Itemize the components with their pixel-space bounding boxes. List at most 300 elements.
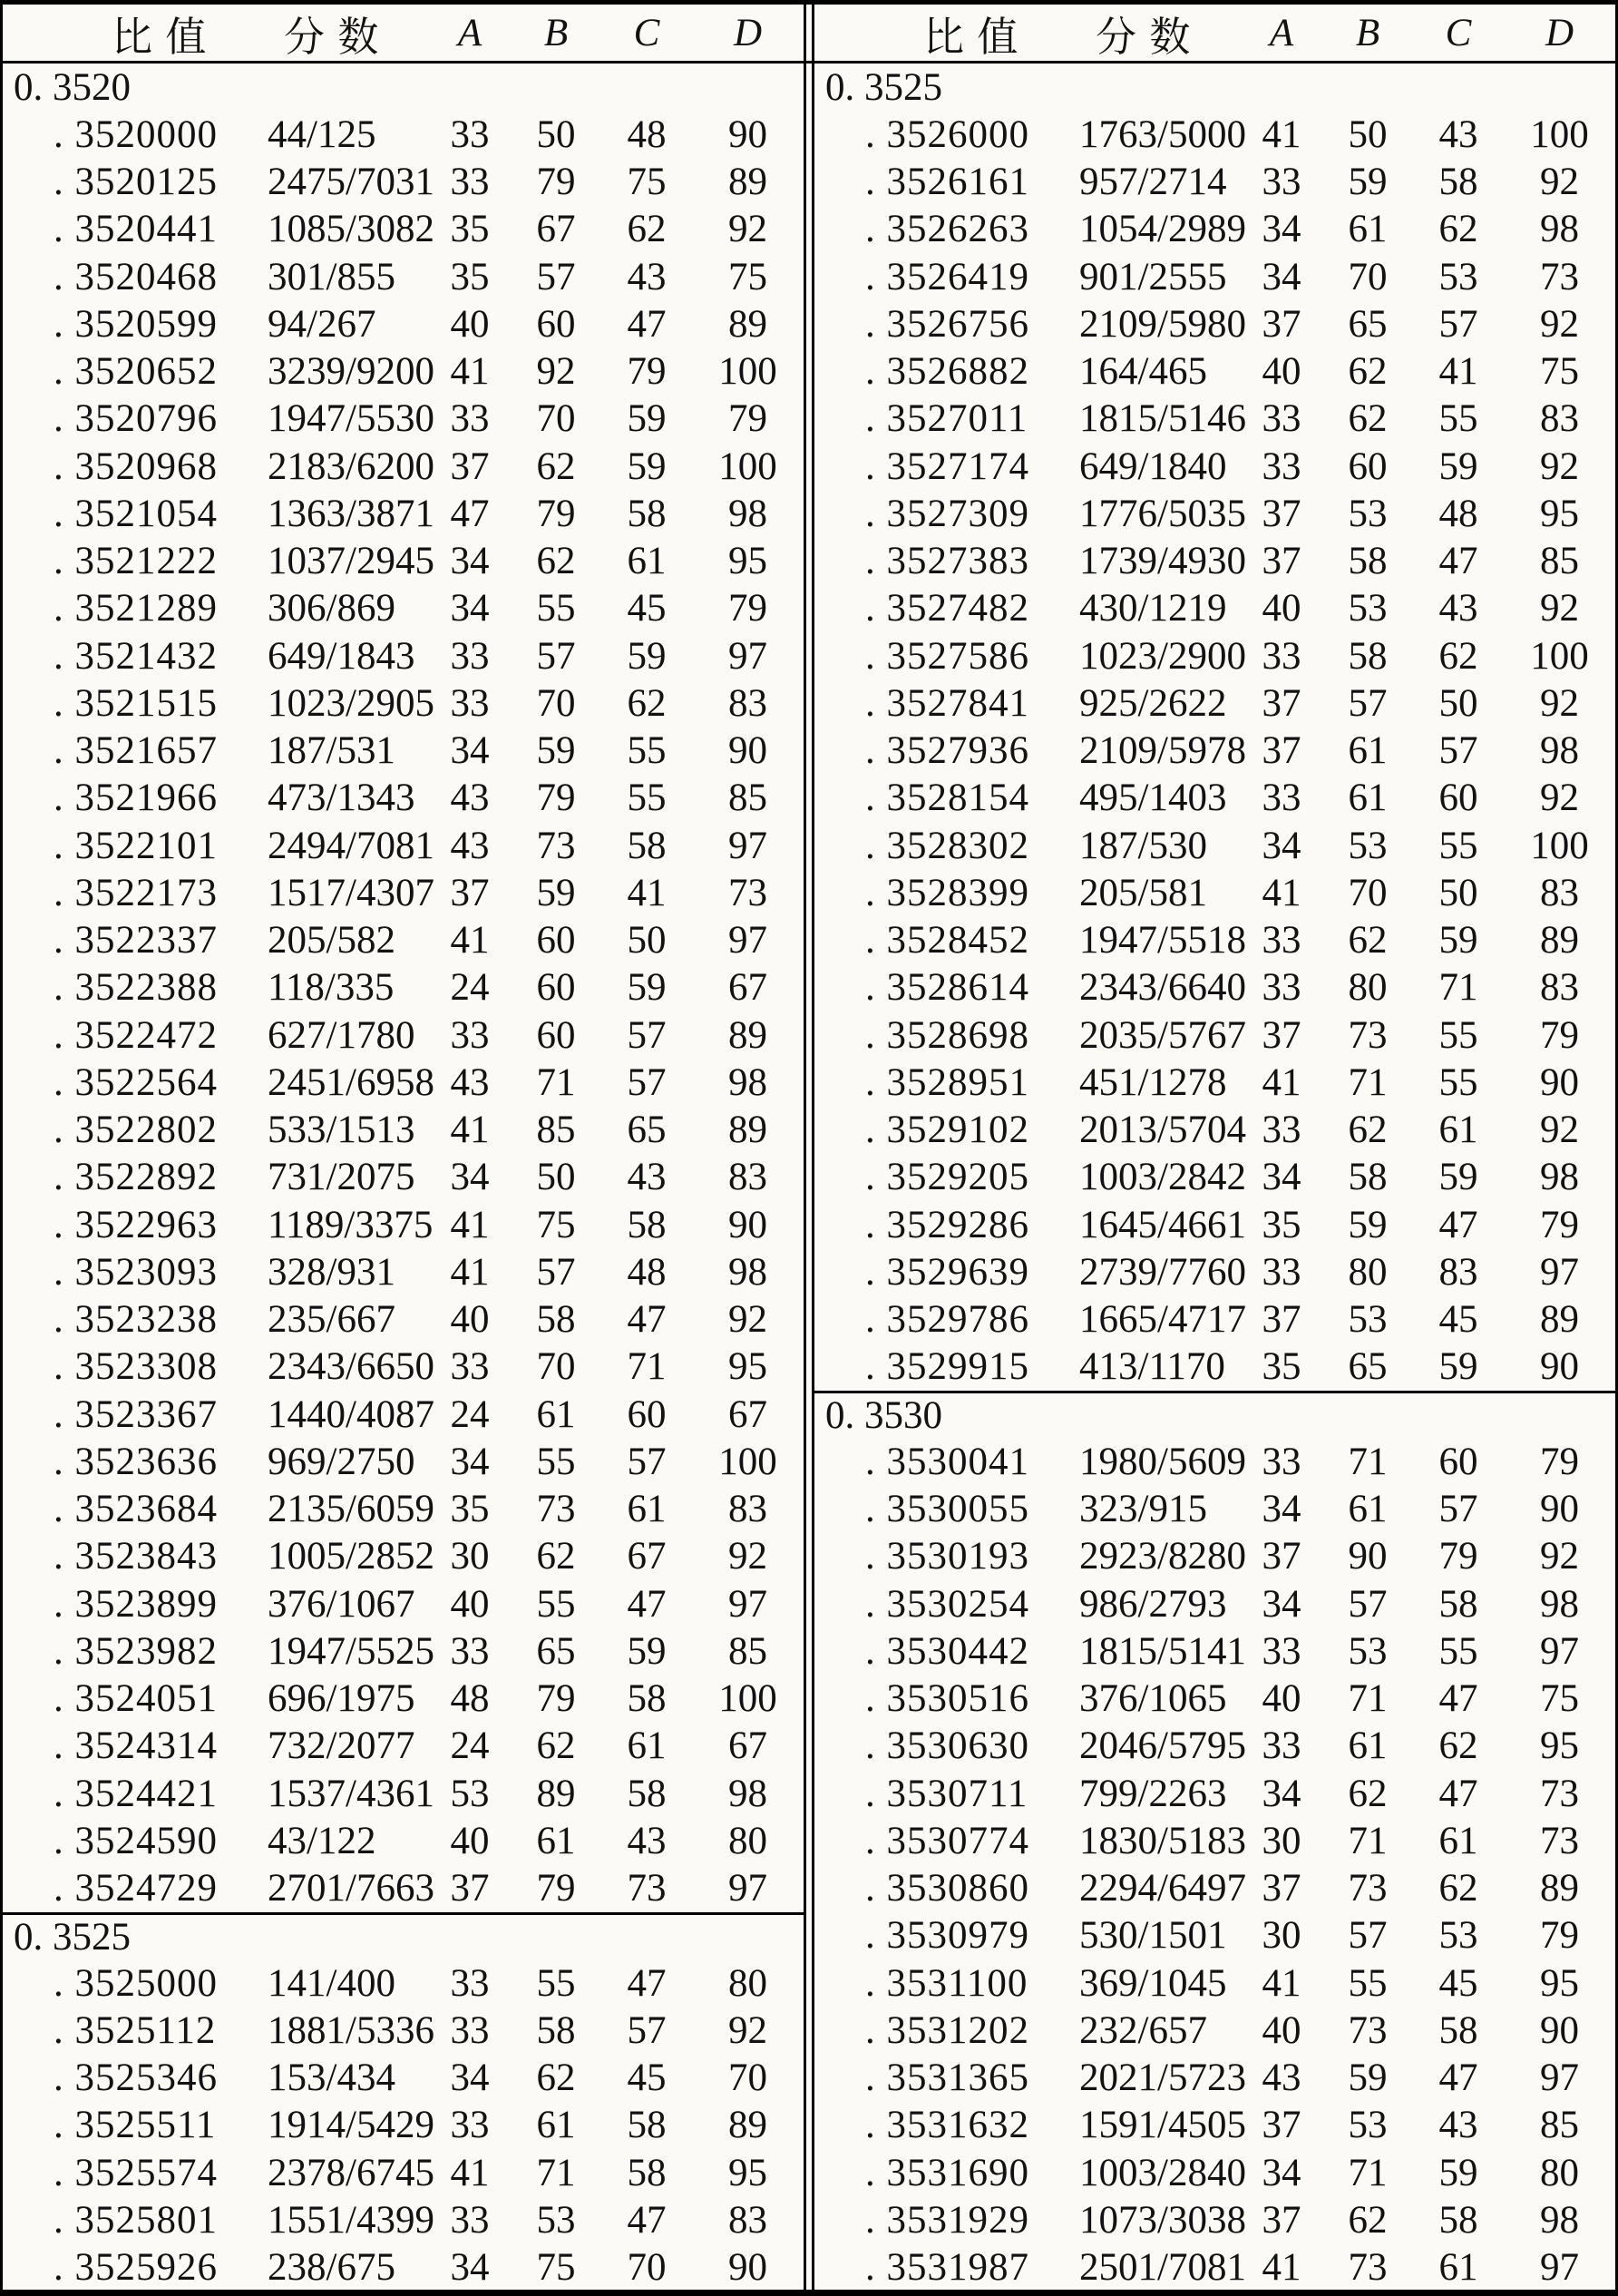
cell-fraction: 2021/5723	[1079, 2057, 1246, 2100]
cell-ratio: . 3528614	[865, 966, 1029, 1010]
table-row	[814, 1770, 1615, 1817]
cell-fraction: 413/1170	[1079, 1345, 1225, 1389]
cell-b: 57	[1348, 1914, 1388, 1958]
table-row	[814, 1676, 1615, 1723]
table-row	[3, 2007, 804, 2054]
cell-c: 45	[1438, 1961, 1478, 2005]
cell-c: 41	[627, 871, 667, 914]
cell-c: 55	[1438, 1629, 1478, 1673]
cell-a: 41	[1262, 2246, 1301, 2290]
cell-a: 41	[1262, 871, 1301, 914]
cell-d: 83	[1540, 871, 1579, 914]
cell-a: 37	[1262, 1535, 1301, 1578]
cell-c: 60	[1438, 1440, 1478, 1483]
cell-b: 62	[1348, 397, 1388, 441]
cell-ratio: . 3526161	[865, 161, 1029, 204]
cell-a: 40	[1262, 350, 1301, 394]
cell-d: 92	[1540, 1109, 1579, 1152]
cell-c: 62	[627, 681, 667, 725]
cell-ratio: . 3526756	[865, 302, 1029, 346]
table-row	[3, 1107, 804, 1154]
cell-fraction: 369/1045	[1079, 1961, 1227, 2005]
table-row	[3, 632, 804, 679]
cell-ratio: . 3529639	[865, 1250, 1029, 1294]
table-row	[814, 2244, 1615, 2291]
cell-c: 58	[627, 1677, 667, 1721]
cell-b: 57	[536, 1250, 576, 1294]
cell-d: 92	[728, 2008, 767, 2052]
table-row	[3, 964, 804, 1011]
cell-d: 80	[1540, 2151, 1579, 2194]
table-row	[814, 964, 1615, 1011]
cell-d: 97	[728, 919, 767, 962]
cell-d: 79	[1540, 1013, 1579, 1057]
cell-c: 50	[627, 919, 667, 962]
cell-fraction: 649/1843	[268, 634, 415, 678]
cell-b: 73	[536, 824, 576, 867]
cell-a: 34	[450, 1156, 490, 1199]
cell-ratio: . 3525000	[54, 1961, 218, 2005]
table-row	[3, 1154, 804, 1201]
cell-ratio: . 3529205	[865, 1156, 1029, 1199]
table-row	[814, 1959, 1615, 2007]
cell-b: 57	[536, 255, 576, 298]
cell-fraction: 1003/2840	[1079, 2151, 1246, 2194]
cell-b: 60	[536, 919, 576, 962]
cell-a: 37	[1262, 1298, 1301, 1342]
cell-d: 92	[1540, 681, 1579, 725]
table-row	[814, 869, 1615, 916]
table-row	[814, 1580, 1615, 1627]
cell-ratio: . 3531690	[865, 2151, 1029, 2194]
cell-d: 85	[1540, 540, 1579, 583]
cell-ratio: . 3528302	[865, 824, 1029, 867]
cell-c: 58	[627, 2151, 667, 2194]
cell-fraction: 901/2555	[1079, 255, 1227, 298]
cell-d: 89	[728, 2104, 767, 2147]
cell-a: 34	[450, 2246, 490, 2290]
cell-a: 35	[450, 1488, 490, 1531]
cell-ratio: . 3523899	[54, 1582, 218, 1626]
cell-b: 55	[536, 1582, 576, 1626]
cell-b: 70	[1348, 255, 1388, 298]
cell-b: 71	[1348, 1819, 1388, 1862]
table-row	[3, 538, 804, 585]
cell-b: 79	[536, 492, 576, 535]
table-row	[814, 585, 1615, 632]
cell-b: 61	[536, 2104, 576, 2147]
cell-b: 55	[1348, 1961, 1388, 2005]
cell-d: 98	[728, 1060, 767, 1104]
cell-a: 37	[1262, 2198, 1301, 2242]
cell-a: 34	[1262, 255, 1301, 298]
header-cell-a: A	[1269, 11, 1294, 54]
cell-c: 55	[1438, 1060, 1478, 1104]
cell-d: 83	[728, 2198, 767, 2242]
cell-d: 97	[728, 1867, 767, 1910]
cell-ratio: . 3520125	[54, 161, 218, 204]
table-row	[3, 396, 804, 443]
cell-d: 97	[1540, 1250, 1579, 1294]
cell-fraction: 2701/7663	[268, 1867, 434, 1910]
table-row	[814, 206, 1615, 253]
cell-b: 71	[1348, 1060, 1388, 1104]
cell-d: 98	[1540, 1582, 1579, 1626]
cell-b: 62	[1348, 1772, 1388, 1815]
cell-a: 37	[1262, 1013, 1301, 1057]
cell-d: 98	[728, 1772, 767, 1815]
cell-c: 61	[1438, 1819, 1478, 1862]
table-row	[814, 1533, 1615, 1580]
table-row	[814, 490, 1615, 537]
cell-c: 45	[1438, 1298, 1478, 1342]
table-row	[814, 300, 1615, 347]
table-row	[3, 1770, 804, 1817]
cell-d: 92	[1540, 161, 1579, 204]
cell-fraction: 328/931	[268, 1250, 395, 1294]
cell-fraction: 141/400	[268, 1961, 395, 2005]
cell-fraction: 2343/6640	[1079, 966, 1246, 1010]
table-row	[3, 1627, 804, 1675]
cell-c: 59	[627, 634, 667, 678]
cell-a: 33	[450, 1013, 490, 1057]
cell-b: 62	[536, 540, 576, 583]
table-row	[3, 1580, 804, 1627]
cell-ratio: . 3520796	[54, 397, 218, 441]
cell-c: 59	[627, 445, 667, 488]
cell-c: 62	[1438, 208, 1478, 251]
cell-b: 89	[536, 1772, 576, 1815]
cell-fraction: 1003/2842	[1079, 1156, 1246, 1199]
table-row	[814, 822, 1615, 869]
cell-a: 41	[450, 1203, 490, 1246]
section-label: 0. 3530	[825, 1394, 942, 1438]
cell-fraction: 1591/4505	[1079, 2104, 1246, 2147]
cell-ratio: . 3530774	[865, 1819, 1029, 1862]
cell-b: 71	[1348, 1440, 1388, 1483]
cell-b: 73	[1348, 1013, 1388, 1057]
cell-a: 40	[450, 1819, 490, 1862]
cell-a: 34	[450, 587, 490, 630]
cell-b: 59	[1348, 1203, 1388, 1246]
cell-fraction: 94/267	[268, 302, 376, 346]
cell-a: 37	[1262, 2104, 1301, 2147]
cell-c: 65	[627, 1109, 667, 1152]
cell-c: 43	[1438, 2104, 1478, 2147]
cell-a: 40	[1262, 2008, 1301, 2052]
cell-d: 89	[728, 1109, 767, 1152]
cell-b: 61	[1348, 777, 1388, 820]
cell-b: 62	[536, 1724, 576, 1768]
section-label: 0. 3525	[14, 1915, 131, 1959]
cell-c: 47	[1438, 540, 1478, 583]
cell-b: 59	[1348, 161, 1388, 204]
cell-b: 79	[536, 1867, 576, 1910]
cell-a: 34	[450, 729, 490, 773]
cell-d: 95	[1540, 492, 1579, 535]
cell-fraction: 649/1840	[1079, 445, 1227, 488]
cell-d: 100	[718, 1677, 777, 1721]
cell-c: 48	[627, 112, 667, 156]
cell-a: 37	[1262, 729, 1301, 773]
section-label: 0. 3525	[825, 65, 942, 109]
cell-fraction: 2294/6497	[1079, 1867, 1246, 1910]
table-row	[3, 1391, 804, 1438]
table-row	[814, 1059, 1615, 1106]
cell-d: 89	[1540, 919, 1579, 962]
cell-ratio: . 3530711	[865, 1772, 1028, 1815]
cell-b: 53	[1348, 1629, 1388, 1673]
table-half-left	[3, 5, 804, 2290]
cell-a: 34	[1262, 208, 1301, 251]
cell-d: 97	[1540, 2057, 1579, 2100]
cell-b: 61	[1348, 729, 1388, 773]
table-row	[3, 1343, 804, 1391]
cell-c: 71	[627, 1345, 667, 1389]
cell-c: 57	[627, 1060, 667, 1104]
cell-b: 73	[1348, 1867, 1388, 1910]
cell-a: 40	[450, 302, 490, 346]
cell-fraction: 1551/4399	[268, 2198, 434, 2242]
header-cell-a: A	[457, 11, 482, 54]
cell-fraction: 1739/4930	[1079, 540, 1246, 583]
cell-ratio: . 3526000	[865, 112, 1029, 156]
table-row	[3, 1296, 804, 1343]
cell-ratio: . 3520599	[54, 302, 218, 346]
cell-fraction: 2494/7081	[268, 824, 434, 867]
cell-a: 33	[1262, 919, 1301, 962]
table-row	[3, 1059, 804, 1106]
cell-c: 45	[627, 2057, 667, 2100]
cell-b: 73	[1348, 2246, 1388, 2290]
cell-c: 43	[627, 1819, 667, 1862]
cell-ratio: . 3527309	[865, 492, 1029, 535]
cell-a: 40	[1262, 587, 1301, 630]
cell-ratio: . 3520968	[54, 445, 218, 488]
header-cell-fraction: 分数	[284, 14, 392, 60]
cell-a: 30	[1262, 1819, 1301, 1862]
cell-b: 61	[1348, 1724, 1388, 1768]
cell-fraction: 1023/2900	[1079, 634, 1246, 678]
cell-d: 97	[1540, 1629, 1579, 1673]
cell-b: 58	[1348, 634, 1388, 678]
cell-d: 95	[728, 2151, 767, 2194]
cell-fraction: 44/125	[268, 112, 376, 156]
cell-a: 30	[1262, 1914, 1301, 1958]
cell-fraction: 473/1343	[268, 777, 415, 820]
cell-c: 60	[627, 1392, 667, 1436]
cell-ratio: . 3520652	[54, 350, 218, 394]
cell-fraction: 1023/2905	[268, 681, 434, 725]
table-row	[814, 1627, 1615, 1675]
cell-ratio: . 3530516	[865, 1677, 1029, 1721]
cell-fraction: 164/465	[1079, 350, 1207, 394]
cell-c: 47	[627, 302, 667, 346]
table-row	[3, 1011, 804, 1059]
cell-a: 37	[450, 445, 490, 488]
cell-d: 75	[728, 255, 767, 298]
cell-c: 55	[1438, 397, 1478, 441]
cell-d: 98	[1540, 2198, 1579, 2242]
cell-fraction: 2046/5795	[1079, 1724, 1246, 1768]
cell-a: 41	[450, 919, 490, 962]
cell-d: 73	[728, 871, 767, 914]
cell-fraction: 1189/3375	[268, 1203, 434, 1246]
cell-c: 71	[1438, 966, 1478, 1010]
cell-fraction: 1815/5141	[1079, 1629, 1246, 1673]
cell-d: 83	[728, 1156, 767, 1199]
cell-d: 92	[728, 208, 767, 251]
table-row	[814, 2102, 1615, 2149]
cell-fraction: 732/2077	[268, 1724, 415, 1768]
cell-ratio: . 3520000	[54, 112, 218, 156]
cell-ratio: . 3525346	[54, 2057, 218, 2100]
header-cell-c: C	[633, 11, 660, 54]
cell-c: 70	[627, 2246, 667, 2290]
cell-b: 67	[536, 208, 576, 251]
cell-b: 70	[536, 1345, 576, 1389]
cell-a: 33	[1262, 1724, 1301, 1768]
cell-d: 92	[1540, 777, 1579, 820]
cell-fraction: 323/915	[1079, 1488, 1207, 1531]
cell-b: 55	[536, 1961, 576, 2005]
cell-a: 24	[450, 1392, 490, 1436]
cell-c: 55	[627, 777, 667, 820]
table-row	[814, 728, 1615, 775]
table-row	[3, 2149, 804, 2196]
cell-ratio: . 3530041	[865, 1440, 1029, 1483]
cell-ratio: . 3527586	[865, 634, 1029, 678]
cell-ratio: . 3528951	[865, 1060, 1029, 1104]
cell-a: 34	[1262, 1582, 1301, 1626]
cell-fraction: 533/1513	[268, 1109, 415, 1152]
cell-a: 41	[1262, 112, 1301, 156]
cell-d: 85	[1540, 2104, 1579, 2147]
cell-c: 57	[627, 1013, 667, 1057]
cell-c: 58	[1438, 161, 1478, 204]
cell-b: 62	[1348, 2198, 1388, 2242]
cell-d: 75	[1540, 350, 1579, 394]
cell-d: 97	[1540, 2246, 1579, 2290]
cell-fraction: 530/1501	[1079, 1914, 1227, 1958]
table-row	[814, 1107, 1615, 1154]
cell-a: 37	[450, 1867, 490, 1910]
cell-a: 43	[1262, 2057, 1301, 2100]
cell-c: 53	[1438, 255, 1478, 298]
cell-b: 62	[536, 445, 576, 488]
cell-a: 41	[1262, 1961, 1301, 2005]
cell-c: 47	[627, 2198, 667, 2242]
table-row	[814, 917, 1615, 964]
cell-a: 35	[1262, 1203, 1301, 1246]
cell-b: 61	[536, 1819, 576, 1862]
cell-d: 95	[728, 540, 767, 583]
cell-a: 41	[1262, 1060, 1301, 1104]
table-row	[814, 348, 1615, 396]
cell-b: 62	[536, 1535, 576, 1578]
table-row	[3, 1201, 804, 1248]
cell-a: 34	[1262, 1156, 1301, 1199]
cell-ratio: . 3523367	[54, 1392, 218, 1436]
cell-d: 95	[728, 1345, 767, 1389]
cell-b: 90	[1348, 1535, 1388, 1578]
cell-d: 92	[1540, 1535, 1579, 1578]
cell-c: 67	[627, 1535, 667, 1578]
cell-d: 90	[728, 729, 767, 773]
cell-c: 47	[1438, 1772, 1478, 1815]
cell-b: 50	[536, 1156, 576, 1199]
cell-a: 37	[450, 871, 490, 914]
cell-a: 34	[450, 540, 490, 583]
cell-ratio: . 3530860	[865, 1867, 1029, 1910]
header-cell-fraction: 分数	[1096, 14, 1204, 60]
cell-fraction: 1776/5035	[1079, 492, 1246, 535]
cell-fraction: 2135/6059	[268, 1488, 434, 1531]
cell-a: 33	[450, 397, 490, 441]
cell-ratio: . 3524051	[54, 1677, 218, 1721]
cell-d: 90	[728, 1203, 767, 1246]
cell-b: 53	[1348, 824, 1388, 867]
cell-fraction: 376/1067	[268, 1582, 415, 1626]
cell-b: 61	[1348, 1488, 1388, 1531]
table-row	[3, 2102, 804, 2149]
cell-a: 33	[1262, 1250, 1301, 1294]
cell-d: 80	[728, 1819, 767, 1862]
cell-a: 24	[450, 966, 490, 1010]
cell-a: 40	[1262, 1677, 1301, 1721]
cell-fraction: 205/581	[1079, 871, 1207, 914]
cell-c: 61	[1438, 1109, 1478, 1152]
cell-b: 62	[1348, 350, 1388, 394]
cell-b: 79	[536, 161, 576, 204]
header-cell-b: B	[1355, 11, 1380, 54]
table-row	[3, 253, 804, 300]
cell-d: 79	[1540, 1203, 1579, 1246]
cell-ratio: . 3530254	[865, 1582, 1029, 1626]
cell-c: 73	[627, 1867, 667, 1910]
cell-a: 30	[450, 1535, 490, 1578]
cell-ratio: . 3528399	[865, 871, 1029, 914]
cell-b: 60	[536, 1013, 576, 1057]
cell-ratio: . 3525112	[54, 2008, 217, 2052]
cell-c: 59	[1438, 1345, 1478, 1389]
cell-c: 61	[627, 1724, 667, 1768]
cell-fraction: 2501/7081	[1079, 2246, 1246, 2290]
cell-fraction: 627/1780	[268, 1013, 415, 1057]
cell-c: 58	[1438, 1582, 1478, 1626]
cell-ratio: . 3528698	[865, 1013, 1029, 1057]
header-cell-d: D	[733, 11, 763, 54]
cell-d: 79	[728, 397, 767, 441]
cell-c: 59	[627, 397, 667, 441]
cell-c: 62	[1438, 1724, 1478, 1768]
cell-b: 65	[1348, 302, 1388, 346]
cell-d: 98	[1540, 208, 1579, 251]
cell-ratio: . 3526882	[865, 350, 1029, 394]
cell-d: 100	[1530, 112, 1589, 156]
section-row	[814, 1391, 1615, 1438]
cell-ratio: . 3525926	[54, 2246, 218, 2290]
cell-a: 33	[1262, 1629, 1301, 1673]
table-row	[3, 1817, 804, 1864]
cell-fraction: 187/531	[268, 729, 395, 773]
cell-b: 59	[1348, 2057, 1388, 2100]
cell-b: 62	[1348, 919, 1388, 962]
cell-c: 61	[627, 540, 667, 583]
cell-ratio: . 3527482	[865, 587, 1029, 630]
cell-c: 59	[627, 1629, 667, 1673]
table-row	[814, 1201, 1615, 1248]
